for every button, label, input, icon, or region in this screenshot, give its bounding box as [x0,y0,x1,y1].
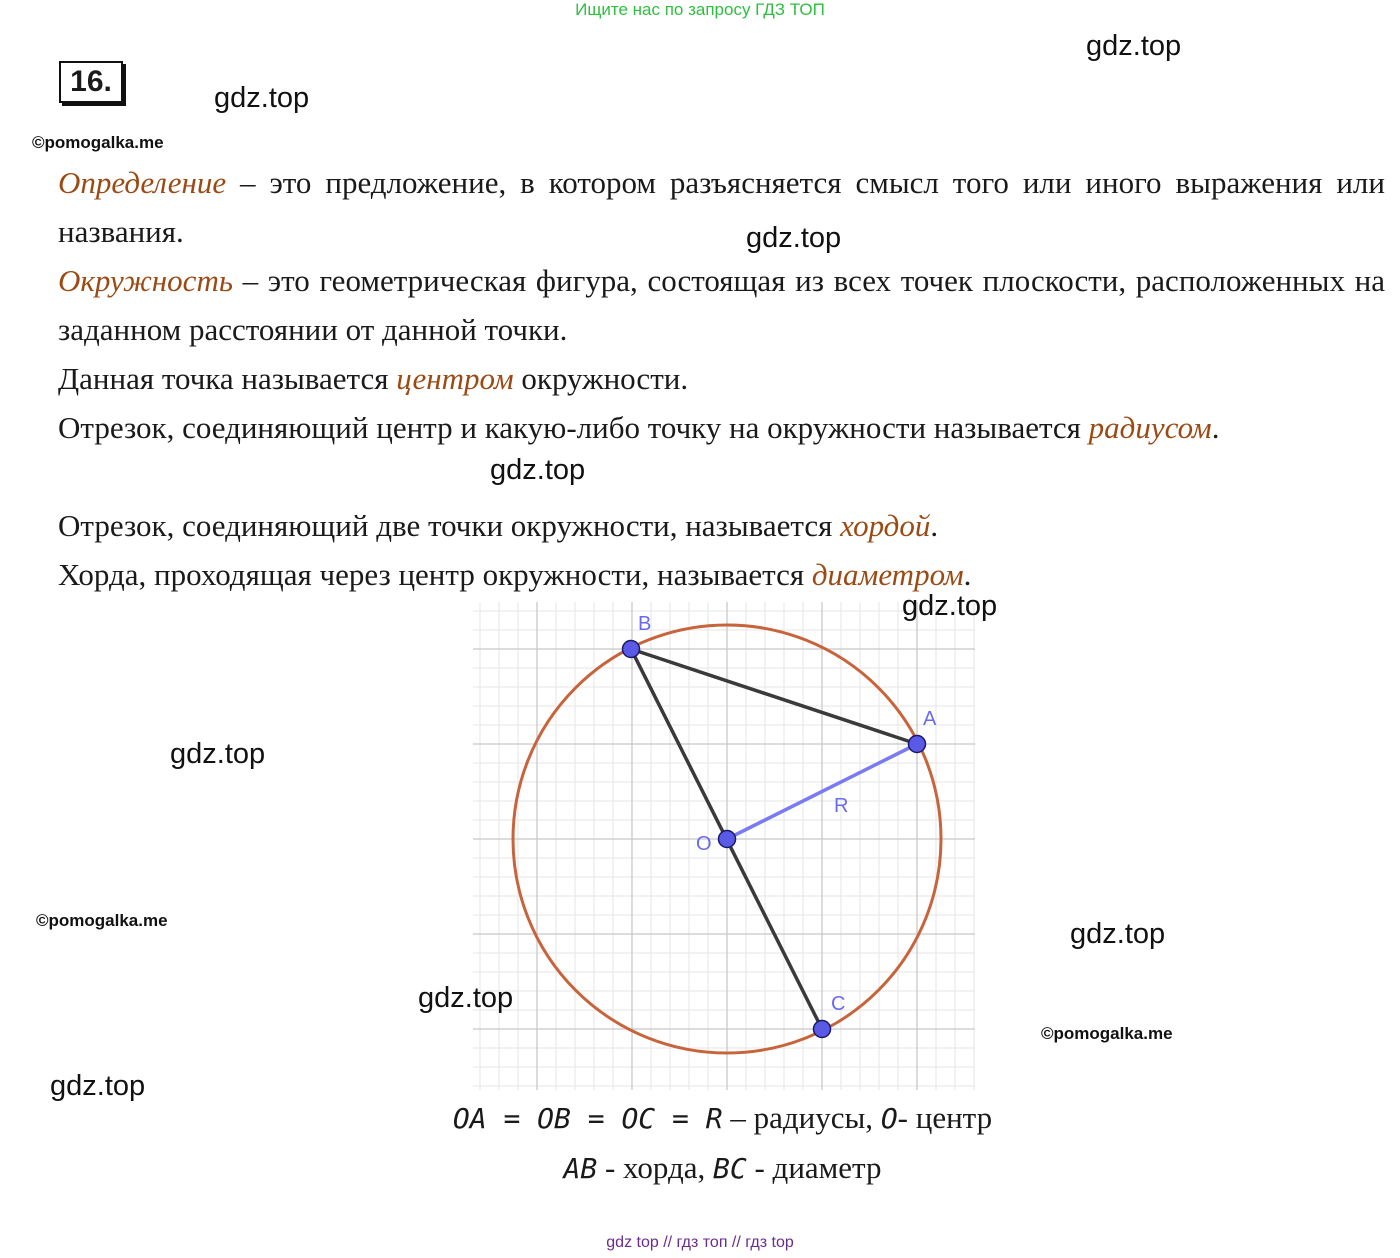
formula-text: - центр [897,1100,993,1135]
formula-math: AB [563,1152,598,1185]
watermark-gdz: gdz.top [214,82,310,114]
watermark-gdz: gdz.top [902,590,998,622]
watermark-gdz: gdz.top [418,982,514,1014]
paragraph-text: . [963,557,972,592]
label-c: C [831,993,846,1015]
paragraph-text: Отрезок, соединяющий центр и какую-либо точку на окружности называется [58,410,1089,445]
formula-text: - диаметр [746,1150,882,1185]
formula-text: - хорда, [597,1150,713,1185]
watermark-gdz: gdz.top [1070,918,1166,950]
point-b [623,641,640,658]
term-radius: радиусом [1088,410,1212,445]
point-c [814,1021,831,1038]
point-a [909,736,926,753]
task-number: 16. [59,61,123,103]
formula-math: BC [713,1152,747,1185]
footer-links: gdz top // гдз топ // гдз top [606,1234,794,1251]
formula-math: OA = OB = OC = R [452,1102,723,1135]
watermark-pomogalka: ©pomogalka.me [36,911,168,930]
paragraph-text: – это геометрическая фигура, состоящая из всех точек плоскости, расположенных на заданном расстоянии от данной точки. [58,263,1385,347]
label-b: B [638,613,652,635]
watermark-gdz: gdz.top [170,738,266,770]
formula-chord-diameter [0,1150,1400,1186]
watermark-gdz: gdz.top [50,1070,146,1102]
label-a: A [923,708,937,730]
term-circle: Окружность [58,263,233,298]
formula-radii [0,1100,1400,1136]
paragraph-text: Данная точка называется [58,361,397,396]
formula-math: O [880,1102,898,1135]
paragraph-text: – это предложение, в котором разъясняется смысл того или иного выражения или названия. [58,165,1385,249]
term-definition: Определение [58,165,227,200]
term-chord: хордой [840,508,931,543]
watermark-gdz: gdz.top [746,222,842,254]
term-center: центром [396,361,514,396]
label-r: R [834,795,849,817]
paragraph-text: . [930,508,939,543]
paragraph-text: Отрезок, соединяющий две точки окружности, называется [58,508,841,543]
paragraph-text: окружности. [513,361,689,396]
watermark-gdz: gdz.top [490,454,586,486]
watermark-pomogalka: ©pomogalka.me [32,133,164,152]
chord-ab [631,649,917,744]
label-o: O [696,833,712,855]
watermark-gdz: gdz.top [1086,30,1182,62]
point-o [719,831,736,848]
formula-text: – радиусы, [722,1100,881,1135]
top-banner: Ищите нас по запросу ГДЗ ТОП [575,0,825,19]
paragraph-text: . [1211,410,1220,445]
watermark-pomogalka: ©pomogalka.me [1041,1024,1173,1043]
paragraph-text: Хорда, проходящая через центр окружности, называется [58,557,812,592]
term-diameter: диаметром [811,557,964,592]
